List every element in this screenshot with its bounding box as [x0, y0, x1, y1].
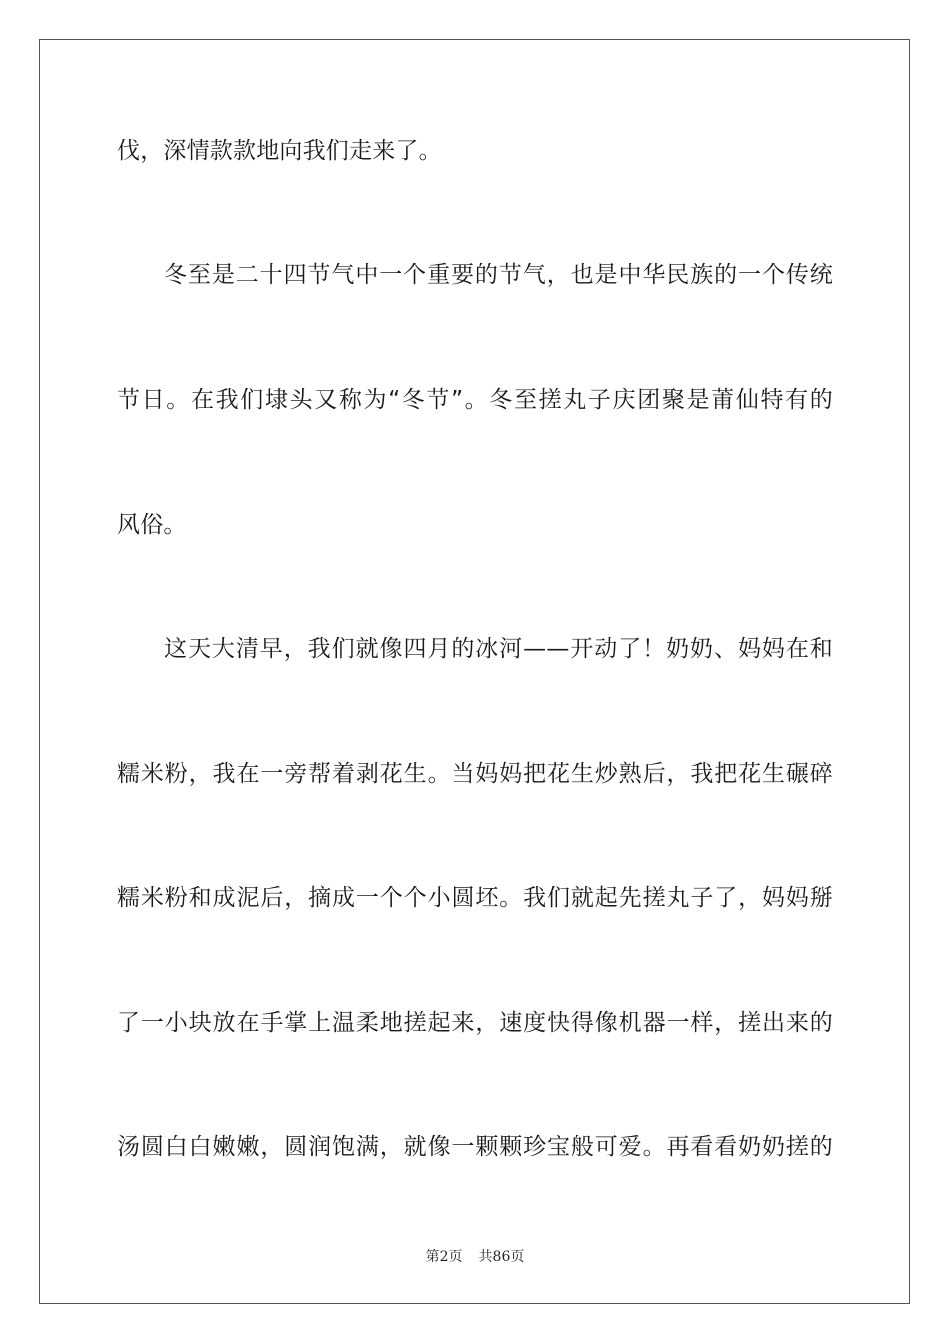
- paragraph-line: 糯米粉，我在一旁帮着剥花生。当妈妈把花生炒熟后，我把花生碾碎: [117, 761, 833, 787]
- page-total: 共86页: [478, 1249, 525, 1265]
- page-number: 第2页: [425, 1249, 463, 1265]
- paragraph-line: 糯米粉和成泥后，摘成一个个小圆坯。我们就起先搓丸子了，妈妈掰: [117, 885, 833, 911]
- paragraph-line: 风俗。: [117, 512, 187, 538]
- paragraph-line: 了一小块放在手掌上温柔地搓起来，速度快得像机器一样，搓出来的: [117, 1010, 833, 1036]
- paragraph-line: 这天大清早，我们就像四月的冰河——开动了！奶奶、妈妈在和: [164, 636, 833, 662]
- paragraph-line: 伐，深情款款地向我们走来了。: [117, 138, 442, 164]
- paragraph-line: 节日。在我们埭头又称为“冬节”。冬至搓丸子庆团聚是莆仙特有的: [117, 387, 833, 413]
- paragraph-line: 汤圆白白嫩嫩，圆润饱满，就像一颗颗珍宝般可爱。再看看奶奶搓的: [117, 1134, 833, 1160]
- page-footer: [0, 1248, 950, 1266]
- paragraph-line: 冬至是二十四节气中一个重要的节气，也是中华民族的一个传统: [164, 262, 833, 288]
- page-border: [39, 39, 910, 1304]
